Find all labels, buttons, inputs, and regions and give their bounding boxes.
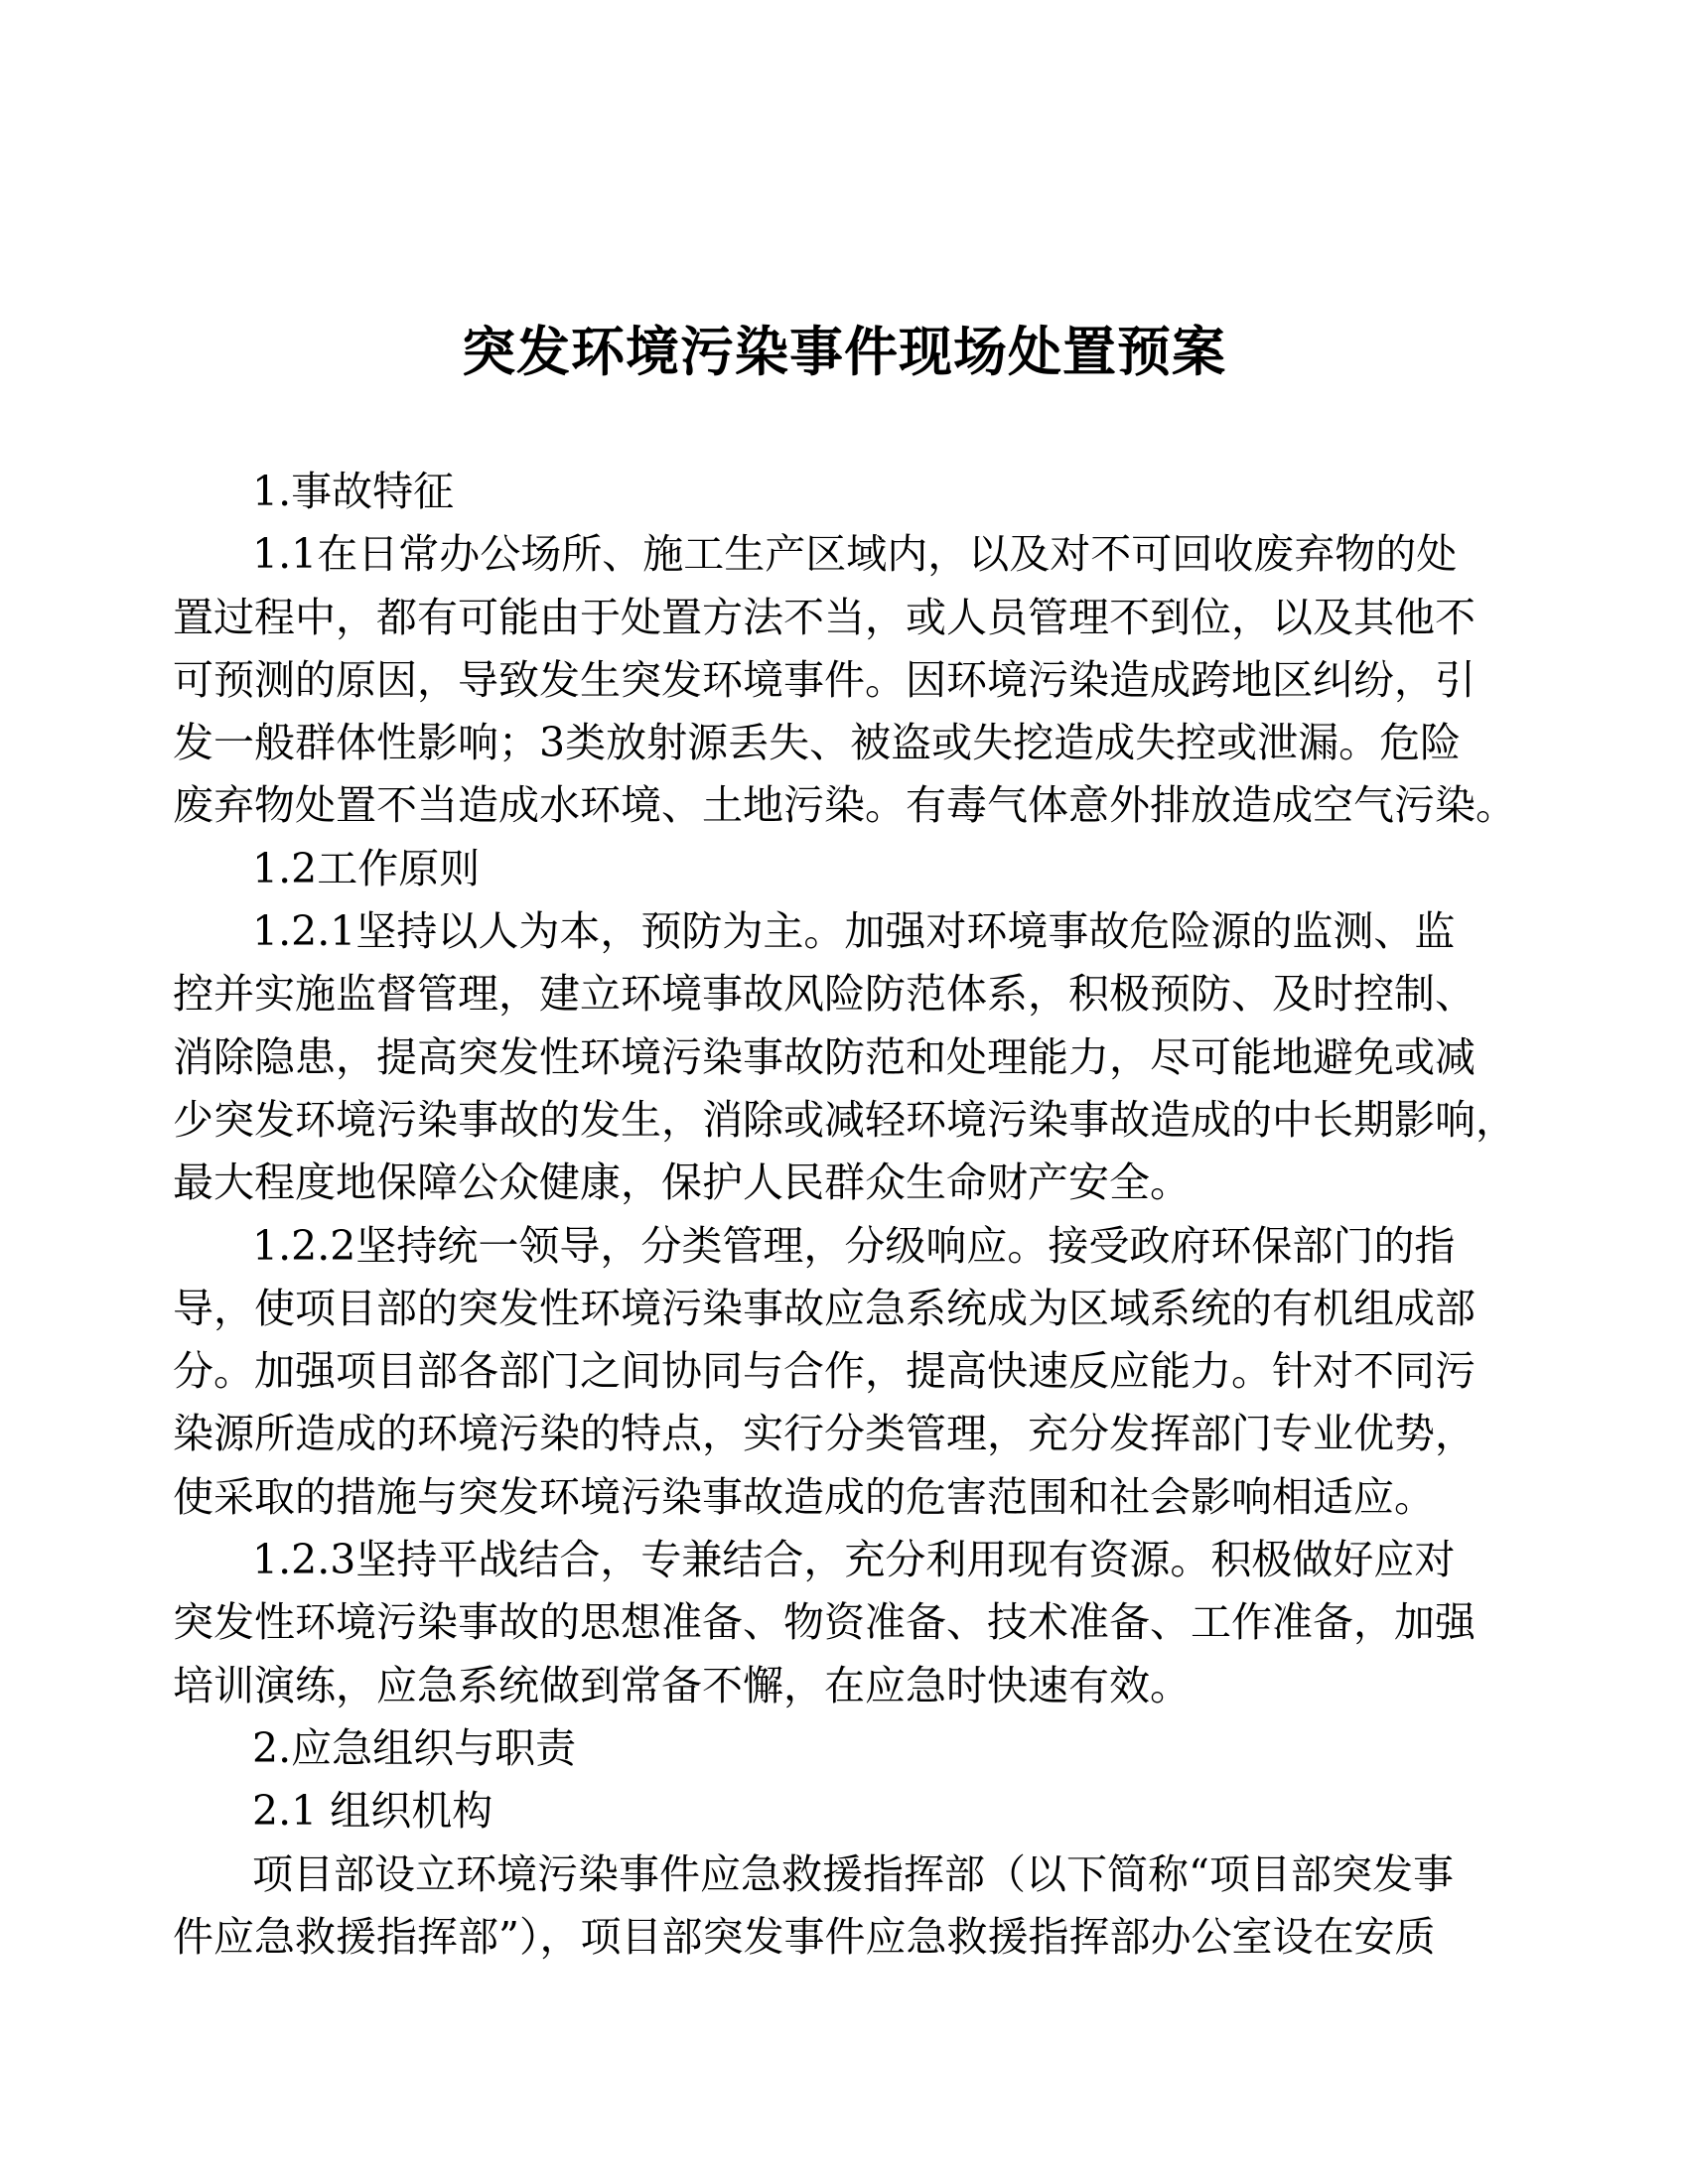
text-line: 1.2.1坚持以人为本，预防为主。加强对环境事故危险源的监测、监: [252, 907, 1456, 956]
text-line: 突发性环境污染事故的思想准备、物资准备、技术准备、工作准备，加强: [173, 1598, 1476, 1647]
text-line: 项目部设立环境污染事件应急救援指挥部（以下简称“项目部突发事: [252, 1849, 1454, 1898]
text-line: 控并实施监督管理，建立环境事故风险防范体系，积极预防、及时控制、: [173, 970, 1476, 1019]
text-line: 导，使项目部的突发性环境污染事故应急系统成为区域系统的有机组成部: [173, 1284, 1476, 1332]
text-line: 2.应急组织与职责: [252, 1723, 577, 1772]
text-line: 消除隐患，提高突发性环境污染事故防范和处理能力，尽可能地避免或减: [173, 1032, 1476, 1081]
text-line: 少突发环境污染事故的发生，消除或减轻环境污染事故造成的中长期影响，: [173, 1095, 1516, 1144]
text-line: 废弃物处置不当造成水环境、土地污染。有毒气体意外排放造成空气污染。: [173, 781, 1516, 830]
document-title: 突发环境污染事件现场处置预案: [462, 320, 1226, 383]
text-line: 最大程度地保障公众健康，保护人民群众生命财产安全。: [173, 1159, 1191, 1207]
text-line: 发一般群体性影响；3类放射源丢失、被盗或失挖造成失控或泄漏。危险: [173, 719, 1462, 767]
text-line: 培训演练，应急系统做到常备不懈，在应急时快速有效。: [173, 1661, 1191, 1709]
text-line: 使采取的措施与突发环境污染事故造成的危害范围和社会影响相适应。: [173, 1472, 1435, 1521]
text-line: 可预测的原因，导致发生突发环境事件。因环境污染造成跨地区纠纷，引: [173, 655, 1476, 704]
text-line: 2.1 组织机构: [252, 1787, 493, 1836]
text-line: 染源所造成的环境污染的特点，实行分类管理，充分发挥部门专业优势，: [173, 1410, 1476, 1458]
text-line: 件应急救援指挥部”），项目部突发事件应急救援指挥部办公室设在安质: [173, 1912, 1436, 1961]
text-line: 1.2.3坚持平战结合，专兼结合，充分利用现有资源。积极做好应对: [252, 1536, 1456, 1584]
text-line: 分。加强项目部各部门之间协同与合作，提高快速反应能力。针对不同污: [173, 1347, 1476, 1396]
text-line: 1.事故特征: [252, 468, 455, 515]
text-line: 1.2工作原则: [252, 844, 481, 892]
document-body: [173, 461, 1516, 1969]
text-line: 置过程中，都有可能由于处置方法不当，或人员管理不到位，以及其他不: [173, 593, 1476, 641]
text-line: 1.1在日常办公场所、施工生产区域内，以及对不可回收废弃物的处: [252, 530, 1458, 579]
text-line: 1.2.2坚持统一领导，分类管理，分级响应。接受政府环保部门的指: [252, 1221, 1456, 1270]
